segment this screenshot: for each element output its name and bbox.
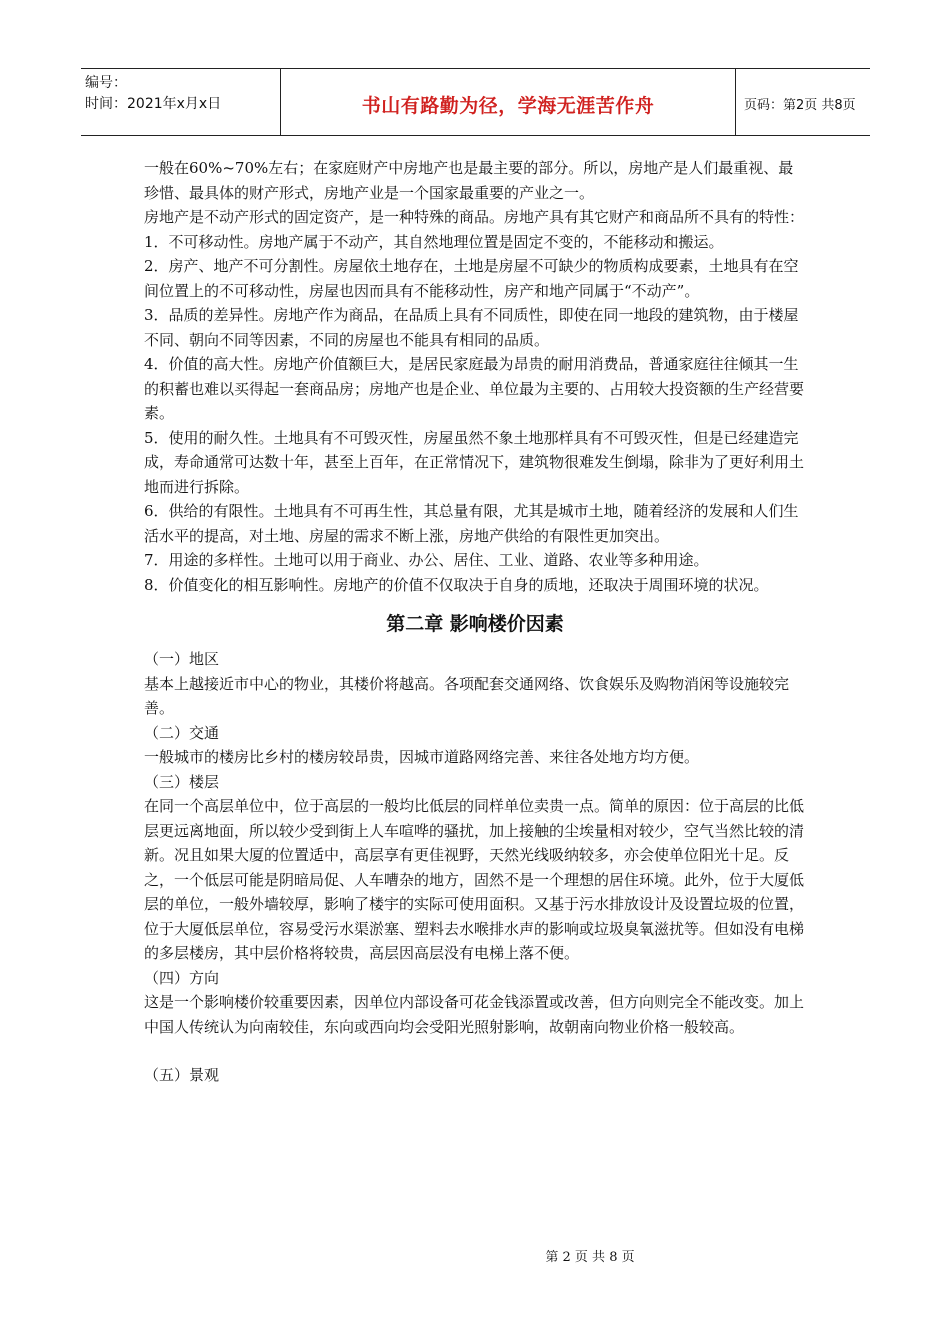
- page-header: [81, 68, 870, 136]
- header-meta: [81, 69, 280, 135]
- list-item: 1．不可移动性。房地产属于不动产，其自然地理位置是固定不变的，不能移动和搬运。: [144, 232, 724, 251]
- section-body-transport: 一般城市的楼房比乡村的楼房较昂贵，因城市道路网络完善、来往各处地方均方便。: [144, 748, 700, 766]
- doc-number-label: 编号：: [85, 75, 127, 91]
- section-title-view: （五）景观: [144, 1066, 220, 1084]
- section-title-orientation: （四）方向: [144, 968, 220, 987]
- header-page-code-cell: [736, 69, 870, 135]
- header-motto: 书山有路勤为径，学海无涯苦作舟: [361, 95, 655, 117]
- section-title-floor: （三）楼层: [144, 772, 220, 791]
- list-item: 5．使用的耐久性。土地具有不可毁灭性，房屋虽然不象土地那样具有不可毁灭性，但是已经建造完成，寿命通常可达数十年，甚至上百年，在正常情况下，建筑物很难发生倒塌，除非为了更好利用土地而进行拆除。: [144, 428, 805, 496]
- list-item: 3．品质的差异性。房地产作为商品，在品质上具有不同质性，即使在同一地段的建筑物，由于楼屋不同、朝向不同等因素，不同的房屋也不能具有相同的品质。: [144, 306, 799, 349]
- section-body-region: 基本上越接近市中心的物业，其楼价将越高。各项配套交通网络、饮食娱乐及购物消闲等设施较完善。: [144, 674, 790, 717]
- header-page-code: 页码：第2页 共8页: [744, 98, 856, 113]
- body-paragraph: 房地产是不动产形式的固定资产，是一种特殊的商品。房地产具有其它财产和商品所不具有的特性：: [144, 208, 805, 226]
- list-item: 7．用途的多样性。土地可以用于商业、办公、居住、工业、道路、农业等多种用途。: [144, 551, 709, 569]
- list-item: 8．价值变化的相互影响性。房地产的价值不仅取决于自身的质地，还取决于周围环境的状况。: [144, 575, 769, 594]
- doc-time-label: 时间：2021年x月x日: [85, 96, 222, 112]
- section-title-transport: （二）交通: [144, 723, 220, 742]
- list-item: 4．价值的高大性。房地产价值额巨大，是居民家庭最为昂贵的耐用消费品，普通家庭往往倾其一生的积蓄也难以买得起一套商品房；房地产也是企业、单位最为主要的、占用较大投资额的生产经营要素。: [144, 355, 805, 422]
- spacer: [144, 1039, 806, 1063]
- body-paragraph: 一般在60%~70%左右；在家庭财产中房地产也是最主要的部分。所以，房地产是人们最重视、最珍惜、最具体的财产形式，房地产业是一个国家最重要的产业之一。: [144, 159, 794, 202]
- section-title-region: （一）地区: [144, 650, 220, 668]
- header-motto-cell: [280, 69, 736, 135]
- page-footer: 第 2 页 共 8 页: [545, 1250, 635, 1265]
- list-item: 2．房产、地产不可分割性。房屋依土地存在，土地是房屋不可缺少的物质构成要素，土地具有在空间位置上的不可移动性，房屋也因而具有不能移动性，房产和地产同属于“不动产”。: [144, 257, 799, 300]
- section-body-orientation: 这是一个影响楼价较重要因素，因单位内部设备可花金钱添置或改善，但方向则完全不能改变。加上中国人传统认为向南较佳，东向或西向均会受阳光照射影响，故朝南向物业价格一般较高。: [144, 993, 805, 1036]
- section-body-floor: 在同一个高层单位中，位于高层的一般均比低层的同样单位卖贵一点。简单的原因：位于高层的比低层更远离地面，所以较少受到街上人车喧哗的骚扰，加上接触的尘埃量相对较少，空气当然比较的清新。况且如果大厦的位置适中，高层享有更佳视野，天然光线吸纳较多，亦会使单位阳光十足。反之，一个低层可能是阴暗局促、人车嘈杂的地方，固然不是一个理想的居住环境。此外，位于大厦低层的单位，一般外墙较厚，影响了楼宇的实际可使用面积。又基于污水排放设计及设置垃圾的位置，位于大厦低层单位，容易受污水渠淤塞、塑料去水喉排水声的影响或垃圾臭氧滋扰等。但如没有电梯的多层楼房，其中层价格将较贵，高层因高层没有电梯上落不便。: [144, 797, 805, 962]
- list-item: 6．供给的有限性。土地具有不可再生性，其总量有限，尤其是城市土地，随着经济的发展和人们生活水平的提高，对土地、房屋的需求不断上涨，房地产供给的有限性更加突出。: [144, 502, 799, 545]
- document-body: [144, 156, 806, 1088]
- chapter-title: 第二章 影响楼价因素: [386, 613, 564, 635]
